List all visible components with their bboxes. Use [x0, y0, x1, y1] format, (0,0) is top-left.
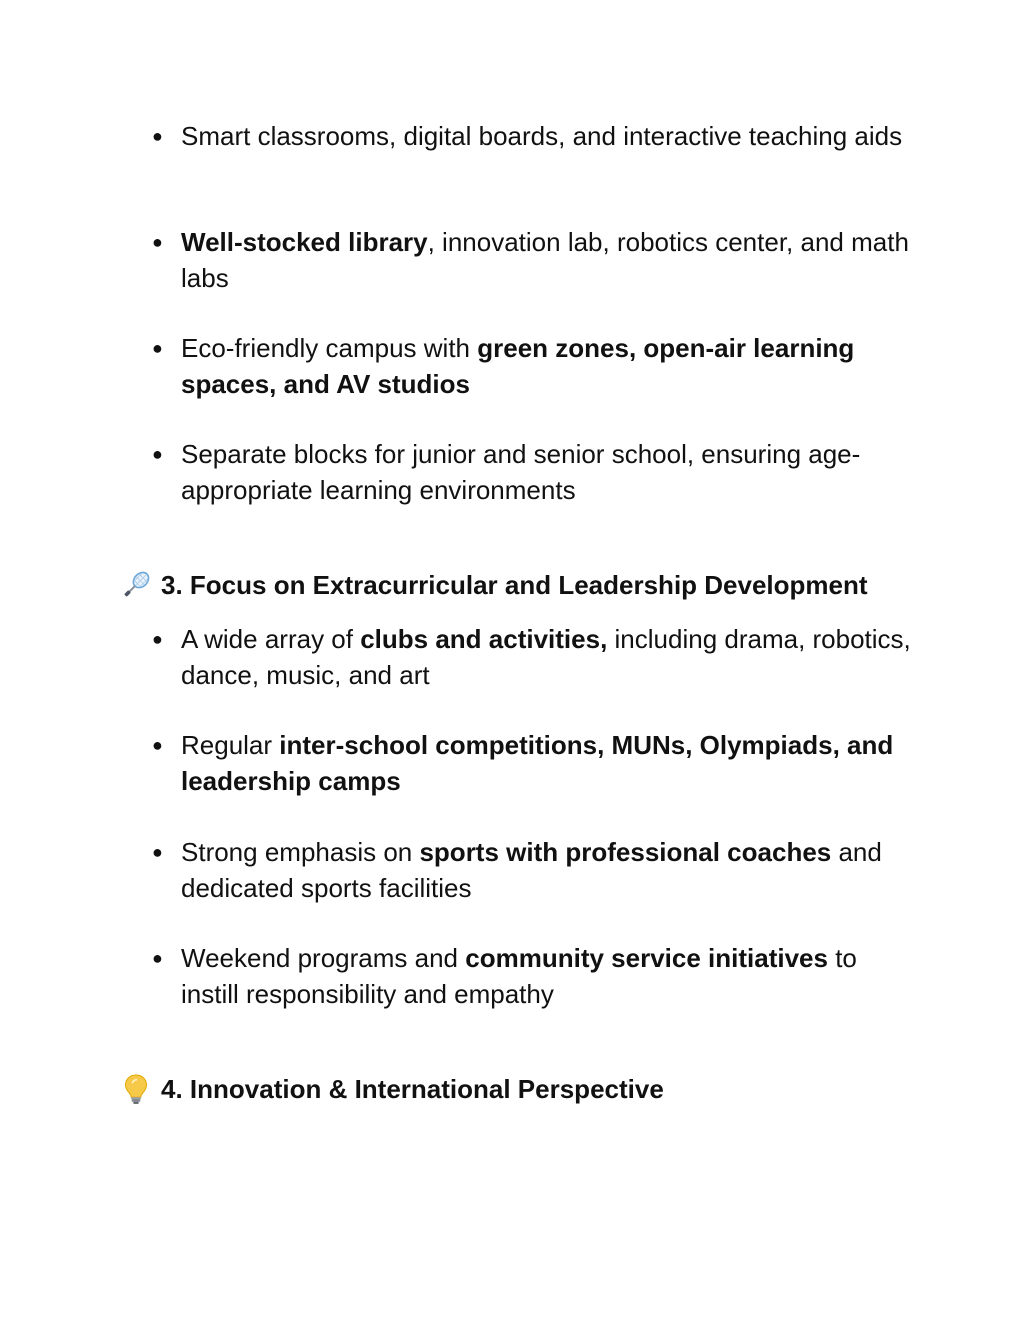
text-segment: Eco-friendly campus with [181, 333, 478, 363]
list-item [152, 941, 912, 1013]
text-segment-bold: Well-stocked library [181, 227, 428, 257]
text-segment-bold: clubs and activities, [360, 624, 608, 654]
text-segment: Separate blocks for junior and senior school, ensuring age-appropriate learning environments [181, 439, 861, 505]
text-segment: Regular [181, 730, 280, 760]
section-title: 4. Innovation & International Perspective [161, 1074, 664, 1104]
bullet-marker: ● [152, 444, 163, 464]
list-item [152, 331, 912, 403]
list-item-text [181, 437, 911, 508]
text-segment-bold: green zones, open-air learning spaces, and AV studios [181, 333, 855, 399]
bullet-marker: ● [152, 948, 163, 968]
text-segment-bold: community service initiatives [465, 943, 828, 973]
light-bulb-icon [120, 1073, 152, 1105]
text-segment: Weekend programs and [181, 943, 466, 973]
bullet-marker: ● [152, 735, 163, 755]
text-segment: including drama, robotics, dance, music, and art [181, 624, 911, 690]
list-item [152, 622, 912, 694]
list-item [152, 728, 912, 800]
bullet-marker: ● [152, 842, 163, 862]
text-segment: Strong emphasis on [181, 837, 420, 867]
text-segment: and dedicated sports facilities [181, 837, 882, 903]
text-segment: A wide array of [181, 624, 361, 654]
text-segment: Smart classrooms, digital boards, and interactive teaching aids [181, 121, 903, 151]
section-heading [120, 567, 920, 603]
list-item [152, 225, 912, 297]
badminton-racket-icon [120, 569, 152, 601]
list-item-text [181, 941, 911, 1012]
section-heading [120, 1071, 920, 1107]
section-title: 3. Focus on Extracurricular and Leadership Development [161, 570, 868, 600]
bullet-marker: ● [152, 232, 163, 252]
list-item [152, 437, 912, 509]
list-item-text [181, 835, 911, 906]
bullet-marker: ● [152, 338, 163, 358]
bullet-marker: ● [152, 629, 163, 649]
list-item [152, 119, 912, 191]
list-item-text [181, 331, 911, 402]
text-segment-bold: inter-school competitions, MUNs, Olympiads, and leadership camps [181, 730, 894, 796]
text-segment: to instill responsibility and empathy [181, 943, 857, 1009]
list-item-text [181, 728, 911, 799]
list-item-text [181, 225, 911, 296]
text-segment-bold: sports with professional coaches [419, 837, 832, 867]
list-item-text [181, 622, 911, 693]
list-item [152, 835, 912, 907]
text-segment: , innovation lab, robotics center, and math labs [181, 227, 909, 293]
list-item-text [181, 119, 911, 155]
bullet-marker: ● [152, 126, 163, 146]
